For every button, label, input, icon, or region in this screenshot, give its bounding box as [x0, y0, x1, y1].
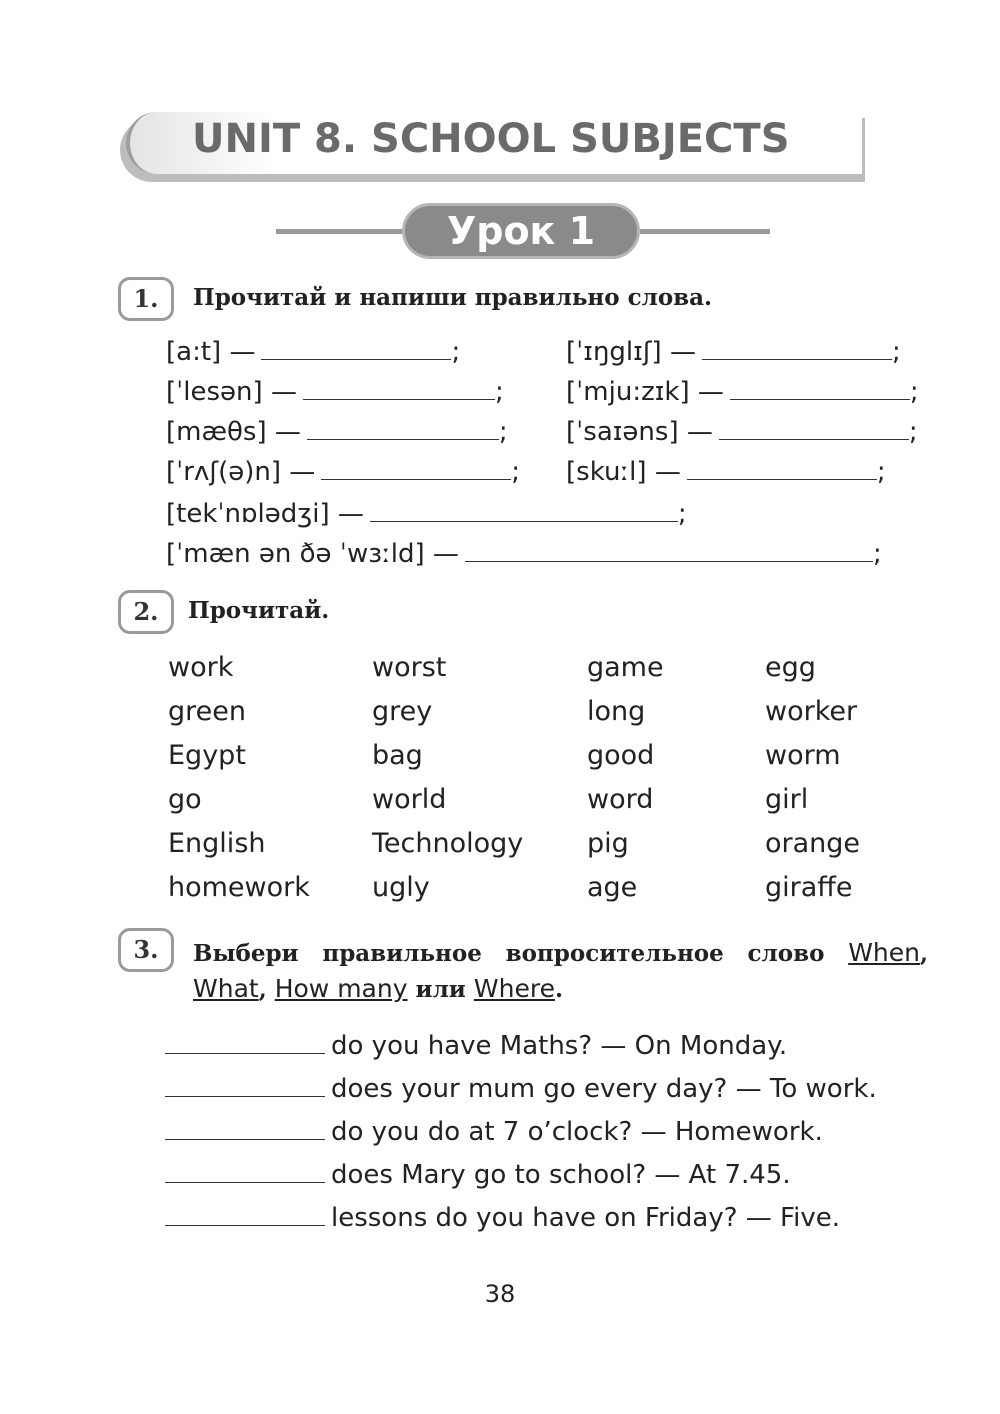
answer-blank[interactable]	[165, 1025, 325, 1054]
transcription-item: [ˈmæn ən ðə ˈwɜːld] — ;	[166, 539, 882, 569]
question-row	[165, 1068, 877, 1104]
word: orange	[765, 828, 861, 859]
word: bag	[372, 740, 423, 771]
transcription-item: [a:t] — ;	[166, 337, 461, 367]
word: Technology	[372, 828, 524, 859]
word: giraffe	[765, 872, 853, 903]
word: homework	[168, 872, 310, 903]
word: worker	[765, 696, 858, 727]
transcription-text: [ˈlesən] —	[166, 377, 297, 407]
word: green	[168, 696, 246, 727]
question-word-how-many: How many	[274, 974, 408, 1003]
word: game	[587, 652, 664, 683]
word: egg	[765, 652, 816, 683]
word: age	[587, 872, 638, 903]
answer-blank[interactable]	[719, 415, 909, 440]
unit-title: UNIT 8. SCHOOL SUBJECTS	[192, 116, 790, 162]
word: worm	[765, 740, 841, 771]
transcription-item: [skuːl] — ;	[566, 457, 886, 487]
question-text: does Mary go to school? — At 7.45.	[331, 1160, 791, 1190]
transcription-item: [ˈmju:zɪk] — ;	[566, 377, 919, 407]
question-row	[165, 1154, 791, 1190]
transcription-item: [ˈlesən] — ;	[166, 377, 504, 407]
exercise-1-instruction: Прочитай и напиши правильно слова.	[193, 284, 713, 311]
answer-blank[interactable]	[165, 1111, 325, 1140]
answer-blank[interactable]	[702, 335, 892, 360]
lesson-line-left	[276, 229, 404, 234]
answer-blank[interactable]	[307, 415, 499, 440]
transcription-item: [ˈɪŋglɪʃ] — ;	[566, 337, 901, 367]
word: pig	[587, 828, 629, 859]
word: long	[587, 696, 646, 727]
question-word-what: What	[193, 974, 259, 1003]
question-row	[165, 1197, 840, 1233]
answer-blank[interactable]	[261, 335, 451, 360]
answer-blank[interactable]	[165, 1197, 325, 1226]
answer-blank[interactable]	[303, 375, 495, 400]
answer-blank[interactable]	[687, 455, 877, 480]
word: world	[372, 784, 447, 815]
transcription-item: [ˈsaɪəns] — ;	[566, 417, 918, 447]
word: good	[587, 740, 655, 771]
transcription-text: [a:t] —	[166, 337, 256, 367]
question-row	[165, 1111, 823, 1147]
word: worst	[372, 652, 447, 683]
answer-blank[interactable]	[165, 1154, 325, 1183]
answer-blank[interactable]	[321, 455, 511, 480]
lesson-label: Урок 1	[402, 203, 640, 259]
word: girl	[765, 784, 809, 815]
lesson-line-right	[640, 229, 770, 234]
word: Egypt	[168, 740, 246, 771]
transcription-text: [ˈsaɪəns] —	[566, 417, 713, 447]
answer-blank[interactable]	[165, 1068, 325, 1097]
transcription-text: [ˈmju:zɪk] —	[566, 377, 724, 407]
page-number: 38	[484, 1280, 516, 1308]
question-word-where: Where	[473, 974, 555, 1003]
transcription-text: [ˈrʌʃ(ə)n] —	[166, 457, 316, 487]
transcription-item: [tekˈnɒlədʒi] — ;	[166, 499, 687, 529]
question-row	[165, 1025, 787, 1061]
word: work	[168, 652, 234, 683]
transcription-item: [ˈrʌʃ(ə)n] — ;	[166, 457, 521, 487]
word: grey	[372, 696, 433, 727]
transcription-text: [ˈɪŋglɪʃ] —	[566, 337, 696, 367]
word: ugly	[372, 872, 430, 903]
word: word	[587, 784, 654, 815]
transcription-text: [tekˈnɒlədʒi] —	[166, 499, 364, 529]
exercise-2-number: 2.	[118, 590, 174, 634]
answer-blank[interactable]	[370, 497, 678, 522]
question-text: does your mum go every day? — To work.	[331, 1074, 877, 1104]
answer-blank[interactable]	[730, 375, 910, 400]
exercise-3-instruction: Выбери правильное вопросительное слово When, What, How many или Where.	[193, 938, 928, 1003]
transcription-text: [mæθs] —	[166, 417, 301, 447]
transcription-text: [skuːl] —	[566, 457, 681, 487]
exercise-3-number: 3.	[118, 928, 174, 972]
answer-blank[interactable]	[465, 537, 873, 562]
question-text: lessons do you have on Friday? — Five.	[331, 1203, 840, 1233]
transcription-text: [ˈmæn ən ðə ˈwɜːld] —	[166, 539, 459, 569]
word: English	[168, 828, 266, 859]
word: go	[168, 784, 202, 815]
exercise-2-instruction: Прочитай.	[188, 597, 330, 624]
exercise-1-number: 1.	[118, 277, 174, 321]
question-word-when: When	[848, 938, 920, 967]
transcription-item: [mæθs] — ;	[166, 417, 508, 447]
question-text: do you do at 7 o’clock? — Homework.	[331, 1117, 823, 1147]
question-text: do you have Maths? — On Monday.	[331, 1031, 788, 1061]
